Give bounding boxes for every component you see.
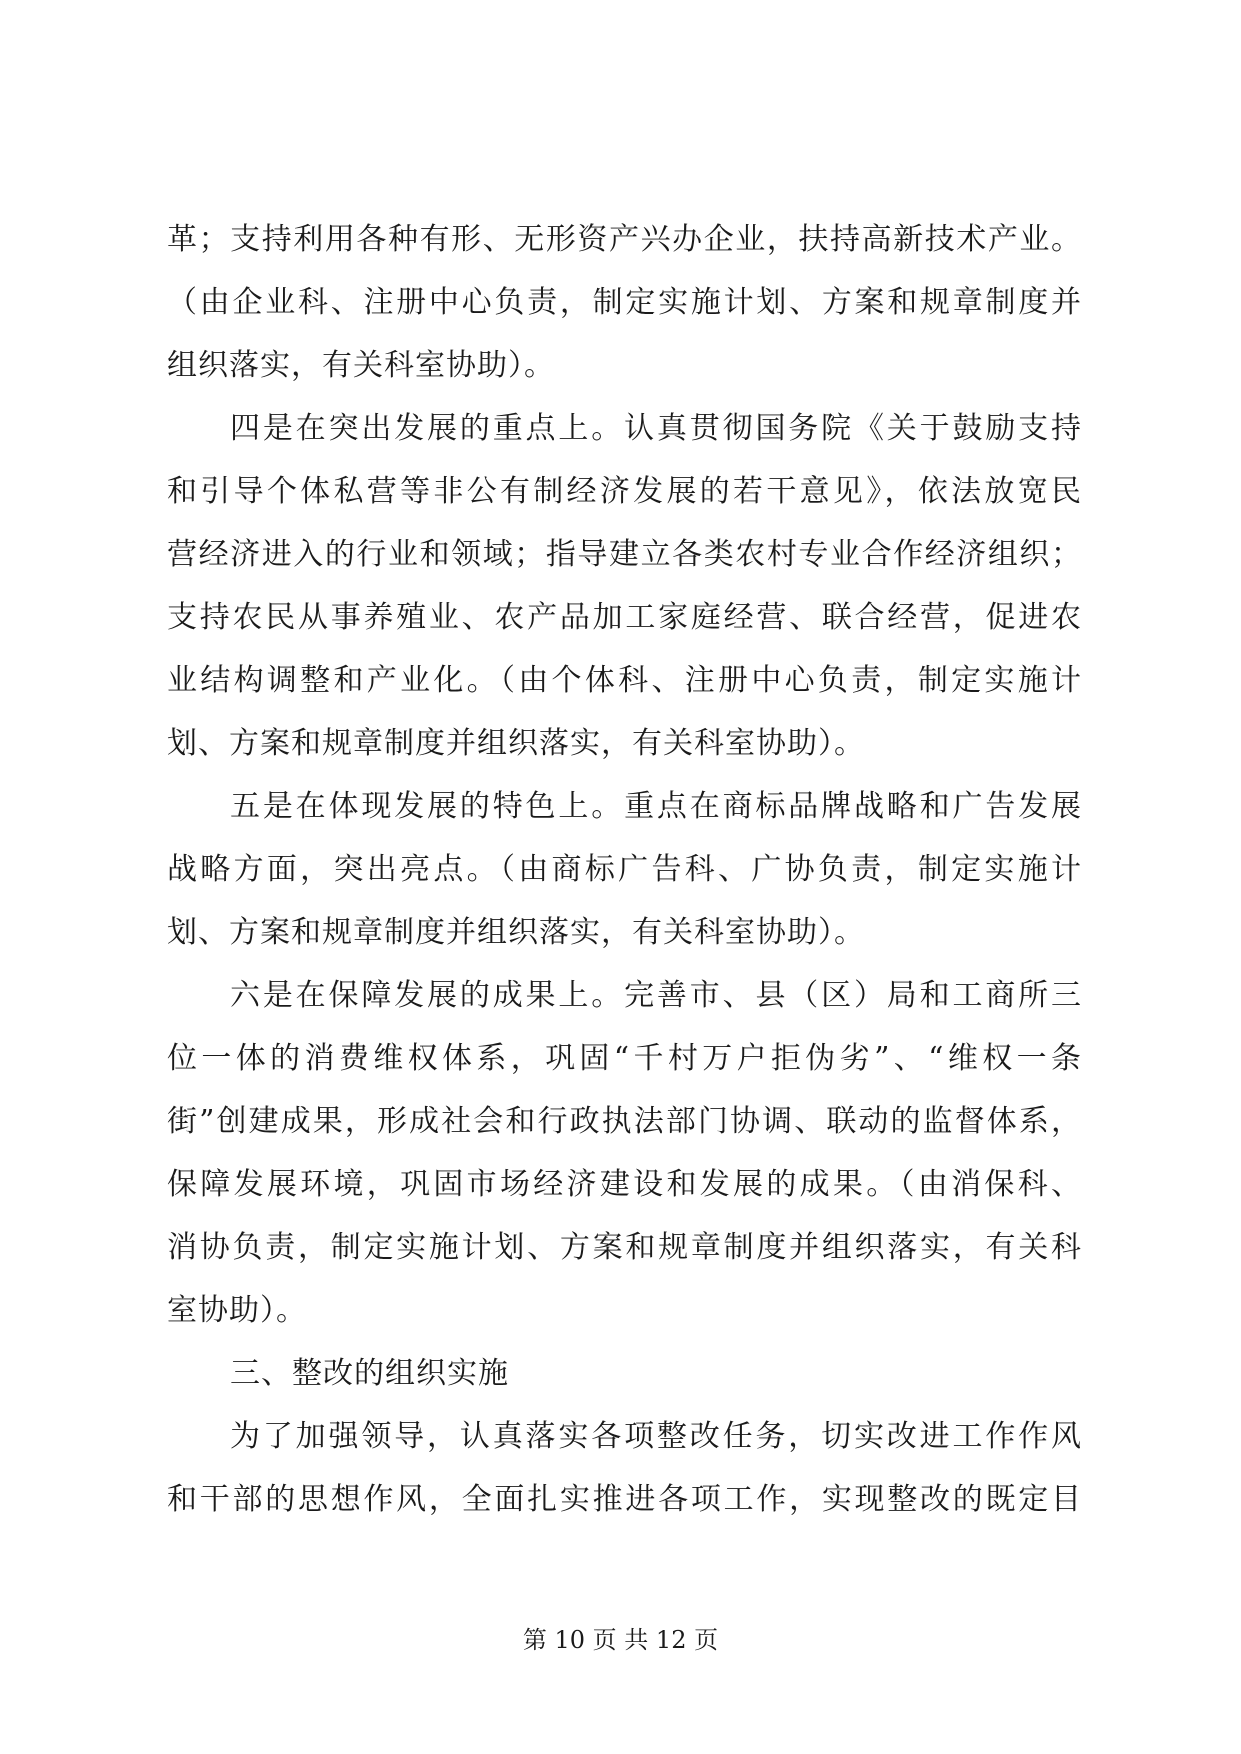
text-line: 室协助）。 (167, 1293, 307, 1328)
text-line: 保障发展环境，巩固市场经济建设和发展的成果。（由消保科、 (167, 1167, 1082, 1202)
text-line: 营经济进入的行业和领域；指导建立各类农村专业合作经济组织； (167, 537, 1082, 572)
text-line: 和干部的思想作风，全面扎实推进各项工作，实现整改的既定目 (167, 1482, 1082, 1517)
text-line: 划、方案和规章制度并组织落实，有关科室协助）。 (167, 915, 865, 950)
text-line: （由企业科、注册中心负责，制定实施计划、方案和规章制度并 (167, 285, 1082, 320)
text-line: 消协负责，制定实施计划、方案和规章制度并组织落实，有关科 (167, 1230, 1082, 1265)
text-line: 划、方案和规章制度并组织落实，有关科室协助）。 (167, 726, 865, 761)
text-line: 三、整改的组织实施 (230, 1356, 509, 1391)
text-line: 业结构调整和产业化。（由个体科、注册中心负责，制定实施计 (167, 663, 1082, 698)
text-line: 位一体的消费维权体系，巩固“千村万户拒伪劣”、“维权一条 (167, 1041, 1082, 1076)
document-body (167, 208, 1082, 1531)
text-line: 和引导个体私营等非公有制经济发展的若干意见》，依法放宽民 (167, 474, 1082, 509)
text-line: 六是在保障发展的成果上。完善市、县（区）局和工商所三 (230, 978, 1082, 1013)
text-line: 支持农民从事养殖业、农产品加工家庭经营、联合经营，促进农 (167, 600, 1082, 635)
text-line: 革；支持利用各种有形、无形资产兴办企业，扶持高新技术产业。 (167, 222, 1082, 257)
text-line: 战略方面，突出亮点。（由商标广告科、广协负责，制定实施计 (167, 852, 1082, 887)
text-line: 五是在体现发展的特色上。重点在商标品牌战略和广告发展 (230, 789, 1082, 824)
text-line: 街”创建成果，形成社会和行政执法部门协调、联动的监督体系， (167, 1104, 1082, 1139)
text-line: 四是在突出发展的重点上。认真贯彻国务院《关于鼓励支持 (230, 411, 1082, 446)
text-line: 组织落实，有关科室协助）。 (167, 348, 555, 383)
text-line: 为了加强领导，认真落实各项整改任务，切实改进工作作风 (230, 1419, 1082, 1454)
page-number-footer: 第 10 页 共 12 页 (522, 1626, 719, 1654)
